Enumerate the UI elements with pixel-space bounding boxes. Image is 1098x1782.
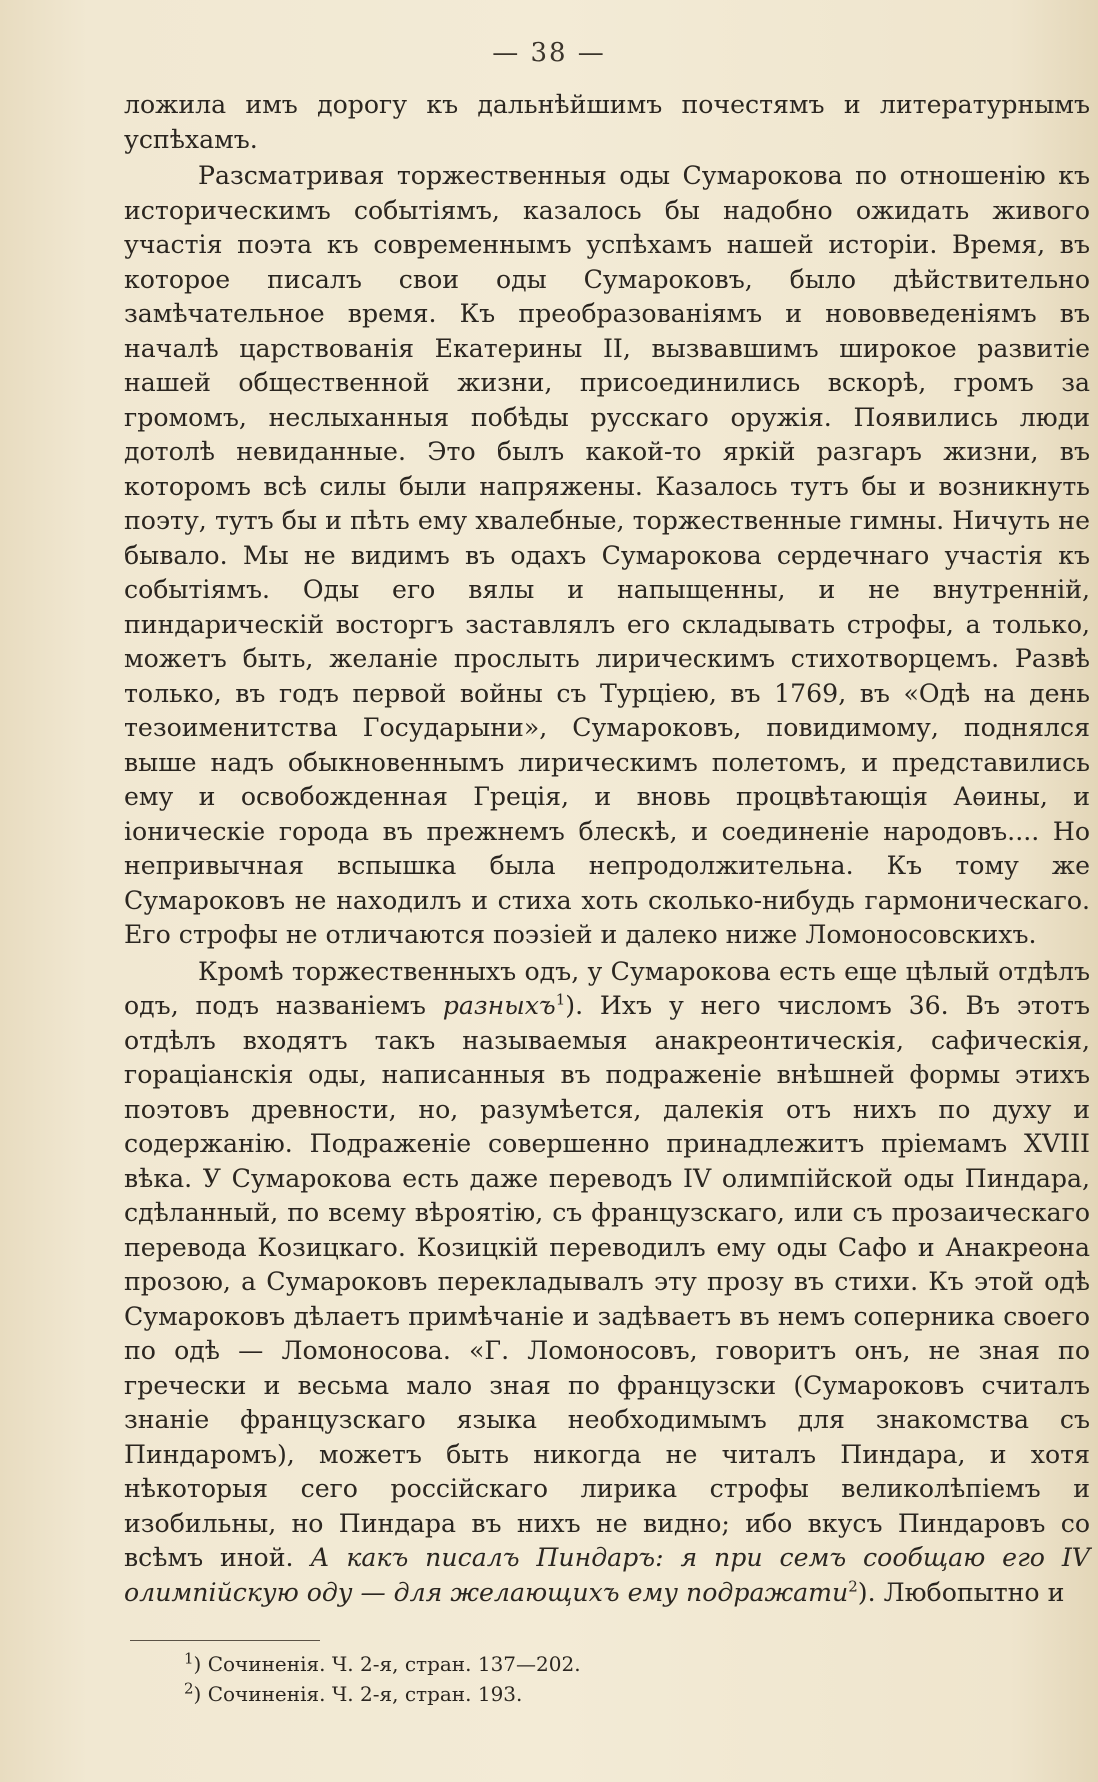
main-text (124, 88, 1090, 1610)
footnote-mark: 1 (184, 1649, 194, 1668)
footnote-text: ) Сочиненія. Ч. 2-я, стран. 193. (193, 1682, 523, 1706)
footnote-rule (130, 1640, 320, 1641)
paragraph (124, 159, 1090, 953)
footnote-mark: 2 (184, 1679, 194, 1698)
footnote-ref: 1 (555, 990, 566, 1009)
page-number: — 38 — (492, 38, 606, 68)
text-run: ). Любопытно и (857, 1577, 1065, 1607)
italic-text: А какъ писалъ Пиндаръ: я при семъ сообщаю его IV олимпійскую оду — для желающихъ ему подражати (124, 1543, 1090, 1607)
paragraph (124, 955, 1090, 1611)
footnote-ref: 2 (848, 1577, 858, 1596)
text-run: Разсматривая торжественныя оды Сумарокова по отношенію къ историческимъ событіямъ, казалось бы надобно ожидать живого участія поэта къ современнымъ успѣхамъ нашей исторіи. Время, въ которое писалъ свои оды Сумароковъ, было дѣйствительно замѣчательное время. Къ преобразованіямъ и нововведеніямъ въ началѣ царствованія Екатерины II, вызвавшимъ широкое развитіе нашей общественной жизни, присоединились вскорѣ, громъ за громомъ, неслыханныя побѣды русскаго оружія. Появились люди дотолѣ невиданные. Это былъ какой-то яркій разгаръ жизни, въ которомъ всѣ силы были напряжены. Казалось тутъ бы и возникнуть поэту, тутъ бы и пѣть ему хвалебные, торжественные гимны. Ничуть не бывало. Мы не видимъ въ одахъ Сумарокова сердечнаго участія къ событіямъ. Оды его вялы и напыщенны, и не внутренній, пиндарическій восторгъ заставлялъ его складывать строфы, а только, можетъ быть, желаніе прослыть лирическимъ стихотворцемъ. Развѣ только, въ годъ первой войны съ Турціею, въ 1769, въ «Одѣ на день тезоименитства Государыни», Сумароковъ, повидимому, поднялся выше надъ обыкновеннымъ лирическимъ полетомъ, и представились ему и освобожденная Греція, и вновь процвѣтающія Аѳины, и іоническіе города въ прежнемъ блескѣ, и соединеніе народовъ.... Но непривычная вспышка была непродолжительна. Къ тому же Сумароковъ не находилъ и стиха хоть сколько-нибудь гармоническаго. Его строфы не отличаются поэзіей и далеко ниже Ломоносовскихъ. (124, 161, 1090, 949)
text-run: ложила имъ дорогу къ дальнѣйшимъ почестямъ и литературнымъ успѣхамъ. (124, 90, 1090, 154)
footnote-text: ) Сочиненія. Ч. 2-я, стран. 137—202. (193, 1652, 581, 1676)
footnote-1 (124, 1649, 1090, 1679)
italic-text: разныхъ (442, 991, 556, 1020)
text-run: ). Ихъ у него числомъ 36. Въ этотъ отдѣлъ входятъ такъ называемыя анакреонтическія, сафическія, гораціанскія оды, написанныя въ подраженіе внѣшней формы этихъ поэтовъ древности, но, разумѣется, далекія отъ нихъ по духу и содержанію. Подраженіе совершенно принадлежитъ пріемамъ XVIII вѣка. У Сумарокова есть даже переводъ IV олимпійской оды Пиндара, сдѣланный, по всему вѣроятію, съ французскаго, или съ прозаическаго перевода Козицкаго. Козицкій переводилъ ему оды Сафо и Анакреона прозою, а Сумароковъ перекладывалъ эту прозу въ стихи. Къ этой одѣ Сумароковъ дѣлаетъ примѣчаніе и задѣваетъ въ немъ соперника своего по одѣ — Ломоносова. «Г. Ломоносовъ, говоритъ онъ, не зная по гречески и весьма мало зная по французски (Сумароковъ считалъ знаніе французскаго языка необходимымъ для знакомства съ Пиндаромъ), можетъ быть никогда не читалъ Пиндара, и хотя нѣкоторыя сего россійскаго лирика строфы великолѣпіемъ и изобильны, но Пиндара въ нихъ не видно; ибо вкусъ Пиндаровъ со всѣмъ иной. (124, 991, 1090, 1572)
paragraph (124, 88, 1090, 157)
text-run: Кромѣ торжественныхъ одъ, у Сумарокова есть еще цѣлый отдѣлъ одъ, подъ названіемъ (124, 956, 1090, 1020)
footnote-2 (124, 1679, 1090, 1709)
footnotes (124, 1640, 1090, 1709)
